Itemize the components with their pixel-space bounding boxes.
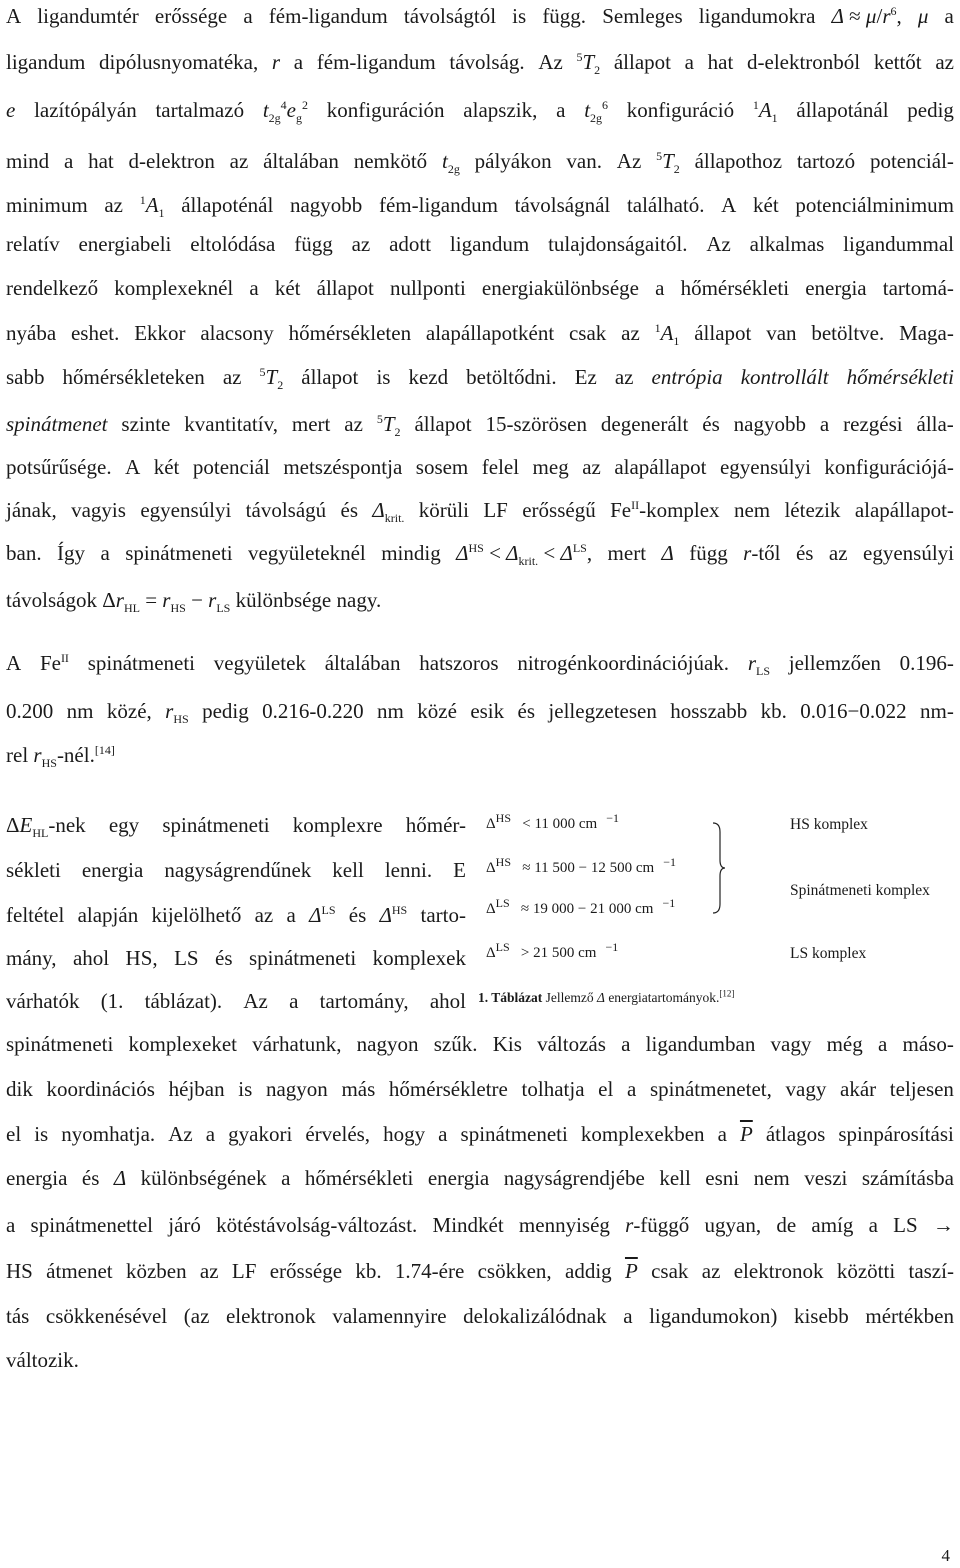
p1-line-5: minimum az $^1A_1$ állapoténál nagyobb fém-ligandum távolságnál található. A két potenciálminimum: [6, 193, 954, 221]
p3-line-3: feltétel alapján kijelölhető az a $\Delta^{LS}$ és $\Delta^{HS}$ tarto-: [6, 903, 466, 927]
p3-line-4: mány, ahol HS, LS és spinátmeneti komplexek: [6, 946, 466, 970]
p1-line-3: e lazítópályán tartalmazó $t_{2g}^4e_g^2$ konfiguráción alapszik, a $t_{2g}^6$ konfiguráció $^1A_1$ állapotánál pedig: [6, 98, 954, 126]
table-caption: 1. Táblázat Jellemző Δ energiatartományok.[12]: [478, 988, 735, 1005]
table-row: $\Delta^{HS} \approx 11$ 500 − 12 500 cm $^{-1}$: [486, 855, 676, 876]
p1-line-13: ban. Így a spinátmeneti vegyületeknél mindig $\Delta^{HS} < \Delta_{krit.} < \Delta^{LS}$, mert Δ függ r-től és az egyensúlyi: [6, 541, 954, 569]
p3-line-8: el is nyomhatja. Az a gyakori érvelés, hogy a spinátmeneti komplexekben a $\overline{P}$ átlagos spinpárosítási: [6, 1122, 954, 1146]
table-label-hs: HS komplex: [790, 816, 868, 833]
p1-line-1: A ligandumtér erőssége a fém-ligandum távolságtól is függ. Semleges ligandumokra $\Delta \approx \mu/r^6$, μ a: [6, 4, 954, 28]
p1-line-12: jának, vagyis egyensúlyi távolságú és $\Delta_{krit.}$ körüli LF erősségű $Fe^{II}$-komplex nem létezik alapállapot-: [6, 498, 954, 526]
p1-line-14: távolságok $\Delta r_{HL} = r_{HS} - r_{LS}$ különbsége nagy.: [6, 588, 382, 616]
page-number: 4: [941, 1546, 950, 1565]
p1-line-9: sabb hőmérsékleteken az $^5T_2$ állapot is kezd betöltődni. Ez az entrópia kontrollált hőmérsékleti: [6, 365, 954, 393]
p1-line-10: spinátmenet szinte kvantitatív, mert az $^5T_2$ állapot 15-szörösen degenerált és nagyobb a rezgési álla-: [6, 412, 954, 440]
p3-line-11: HS átmenet közben az LF erőssége kb. 1.74-ére csökken, addig $\overline{P}$ csak az elektronok közötti taszí-: [6, 1259, 954, 1283]
p1-line-7: rendelkező komplexeknél a két állapot nullponti energiakülönbsége a hőmérsékleti energia tartomá-: [6, 276, 954, 300]
p3-line-9: energia és Δ különbségének a hőmérsékleti energia nagyságrendjébe kell esni nem veszi számításba: [6, 1166, 954, 1190]
table-label-spin-crossover: Spinátmeneti komplex: [790, 882, 930, 899]
p1-line-2: ligandum dipólusnyomatéka, r a fém-ligandum távolság. Az $^5T_2$ állapot a hat d-elektronból kettőt az: [6, 50, 954, 78]
p2-line-3: rel $r_{HS}-nél.[14]$: [6, 743, 115, 771]
p2-line-2: 0.200 nm közé, $r_{HS}$ pedig 0.216-0.220 nm közé esik és jellegzetesen hosszabb kb. 0.016−0.022 nm-: [6, 699, 954, 727]
p3-line-7: dik koordinációs héjban is nagyon más hőmérsékletre tolhatja el a spinátmenetet, vagy akár teljesen: [6, 1077, 954, 1101]
p1-line-6: relatív energiabeli eltolódása függ az adott ligandum tulajdonságaitól. Az alkalmas ligandummal: [6, 232, 954, 256]
p1-line-8: nyába eshet. Ekkor alacsony hőmérsékleten alapállapotként csak az $^1A_1$ állapot van betöltve. Maga-: [6, 321, 954, 349]
p3-line-6: spinátmeneti komplexeket várhatunk, nagyon szűk. Kis változás a ligandumban vagy még a máso-: [6, 1032, 954, 1056]
table-row: $\Delta^{HS} < 11$ 000 cm $^{-1}$ HS komplex: [486, 811, 868, 833]
p3-line-13: változik.: [6, 1348, 79, 1372]
p3-line-1: $\Delta E_{HL}$-nek egy spinátmeneti komplexre hőmér-: [6, 813, 466, 841]
right-brace-icon: [712, 822, 726, 914]
p3-line-5: várhatók (1. táblázat). Az a tartomány, ahol: [6, 989, 466, 1013]
p3-line-12: tás csökkenésével (az elektronok valamennyire delokalizálódnak a ligandumokon) kisebb mértékben: [6, 1304, 954, 1328]
p1-line-4: mind a hat d-elektron az általában nemkötő $t_{2g}$ pályákon van. Az $^5T_2$ állapothoz tartozó potenciál-: [6, 149, 954, 177]
table-label-ls: LS komplex: [790, 945, 867, 962]
p3-line-10: a spinátmenettel járó kötéstávolság-változást. Mindkét mennyiség r-függő ugyan, de amíg a LS →: [6, 1213, 954, 1237]
table-row: $\Delta^{LS} \approx 19$ 000 − 21 000 cm $^{-1}$: [486, 896, 676, 917]
p3-line-2: sékleti energia nagyságrendűnek kell lenni. E: [6, 858, 466, 882]
p2-line-1: A $Fe^{II}$ spinátmeneti vegyületek általában hatszoros nitrogénkoordinációjúak. $r_{LS}$ jellemzően 0.196-: [6, 651, 954, 679]
p1-line-11: potsűrűsége. A két potenciál metszéspontja sosem felel meg az alapállapot egyensúlyi konfigurációjá-: [6, 455, 954, 479]
table-row: $\Delta^{LS} > 21$ 500 cm $^{-1}$ LS komplex: [486, 940, 867, 962]
